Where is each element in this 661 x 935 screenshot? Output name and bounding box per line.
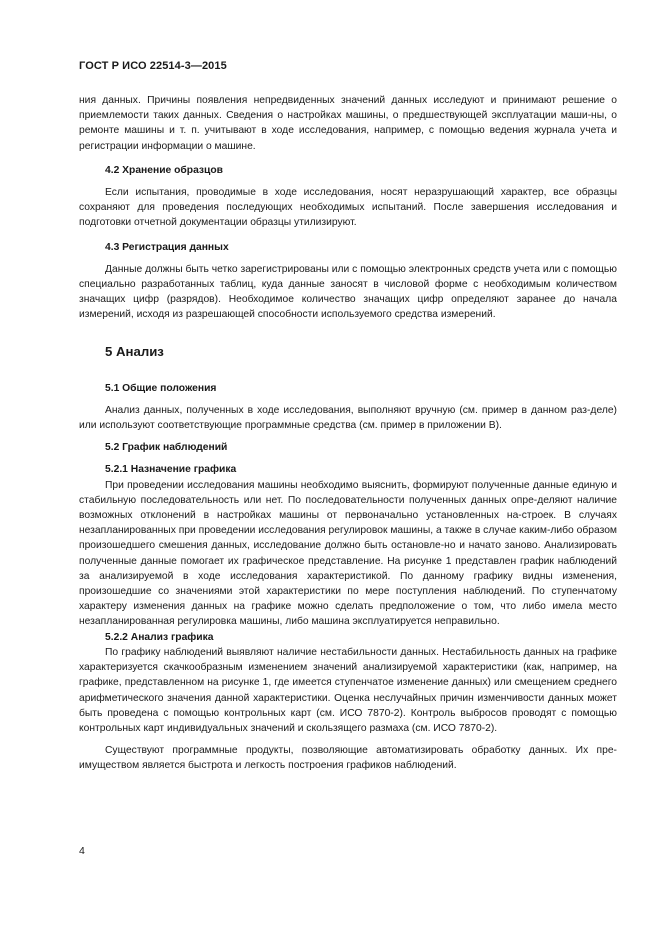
paragraph-5-2-2-software: Существуют программные продукты, позволяющие автоматизировать обработку данных. Их пре-имуществом является быстрота и легкость построения графиков наблюдений. <box>79 745 617 772</box>
standard-header: ГОСТ Р ИСО 22514-3—2015 <box>79 60 227 72</box>
paragraph-4-2: Если испытания, проводимые в ходе исследования, носят неразрушающий характер, все образцы сохраняют для проведения последующих необходимых испытаний. После завершения исследования и подготовки отчетной документации образцы утилизируют. <box>79 187 617 229</box>
paragraph-5-1: Анализ данных, полученных в ходе исследования, выполняют вручную (см. пример в данном раз-деле) или используют соответствующие программные средства (см. пример в приложении В). <box>79 404 617 432</box>
section-5-2-2-heading: 5.2.2 Анализ графика <box>105 631 214 643</box>
section-5-1-heading: 5.1 Общие положения <box>105 382 217 394</box>
paragraph-5-2-2: По графику наблюдений выявляют наличие нестабильности данных. Нестабильность данных на графике характеризуется скачкообразным изменением значений анализируемой характеристики (как, например, на графике, представленном на рисунке 1, где имеется ступенчатое изменение данных) или смещением среднего арифметического значения данной характеристики. Оценка неслучайных причин изменчивости данных может быть проведена с помощью контрольных карт (см. ИСО 7870-2). Контроль выбросов проводят с помощью контрольных карт индивидуальных значений и скользящего размаха (см. ИСО 7870-2). <box>79 646 617 734</box>
section-4-3-heading: 4.3 Регистрация данных <box>105 241 229 253</box>
section-5-2-heading: 5.2 График наблюдений <box>105 442 228 454</box>
paragraph-4-3: Данные должны быть четко зарегистрированы или с помощью электронных средств учета или с помощью специально разработанных таблиц, куда данные заносят в числовой форме с необходимым количеством значащих цифр (разрядов). Необходимое количество значащих цифр определяют заранее до начала измерений, исходя из разрешающей способности используемого средства измерений. <box>79 263 617 321</box>
section-4-2-heading: 4.2 Хранение образцов <box>105 164 224 176</box>
paragraph-5-2-1: При проведении исследования машины необходимо выяснить, формируют полученные данные единую и стабильную последовательность или нет. По последовательности полученных данных опре-деляют наличие возможных отклонений в настройках машины от первоначально установленных на-строек. В случаях незапланированных при проведении исследования регулировок машины, а также в случае каким-либо образом произошедшего смешения данных, исследование должно быть остановле-но и начато заново. Анализировать полученные данные помогает их графическое представление. На рисунке 1 представлен график наблюдений за анализируемой в ходе исследования характеристикой. По данному графику видны изменения, произошедшие со значениями этой характеристики по мере поступления наблюдений. По ступенчатому характеру изменения данных на графике можно сделать предположение о том, что либо имела место незапланированная регулировка машины, либо машина эксплуатируется неправильно. <box>79 479 618 628</box>
paragraph-intro: ния данных. Причины появления непредвиденных значений данных исследуют и принимают решение о приемлемости таких данных. Сведения о настройках машины, о предшествующей эксплуатации маши-ны, о ремонте машины и т. п. учитывают в ходе исследования, например, с помощью ведения журнала учета и регистрации информации о машине. <box>79 95 617 152</box>
page-number: 4 <box>79 845 85 857</box>
section-5-heading: 5 Анализ <box>105 343 164 359</box>
section-5-2-1-heading: 5.2.1 Назначение графика <box>105 464 237 476</box>
page-content <box>79 93 617 774</box>
